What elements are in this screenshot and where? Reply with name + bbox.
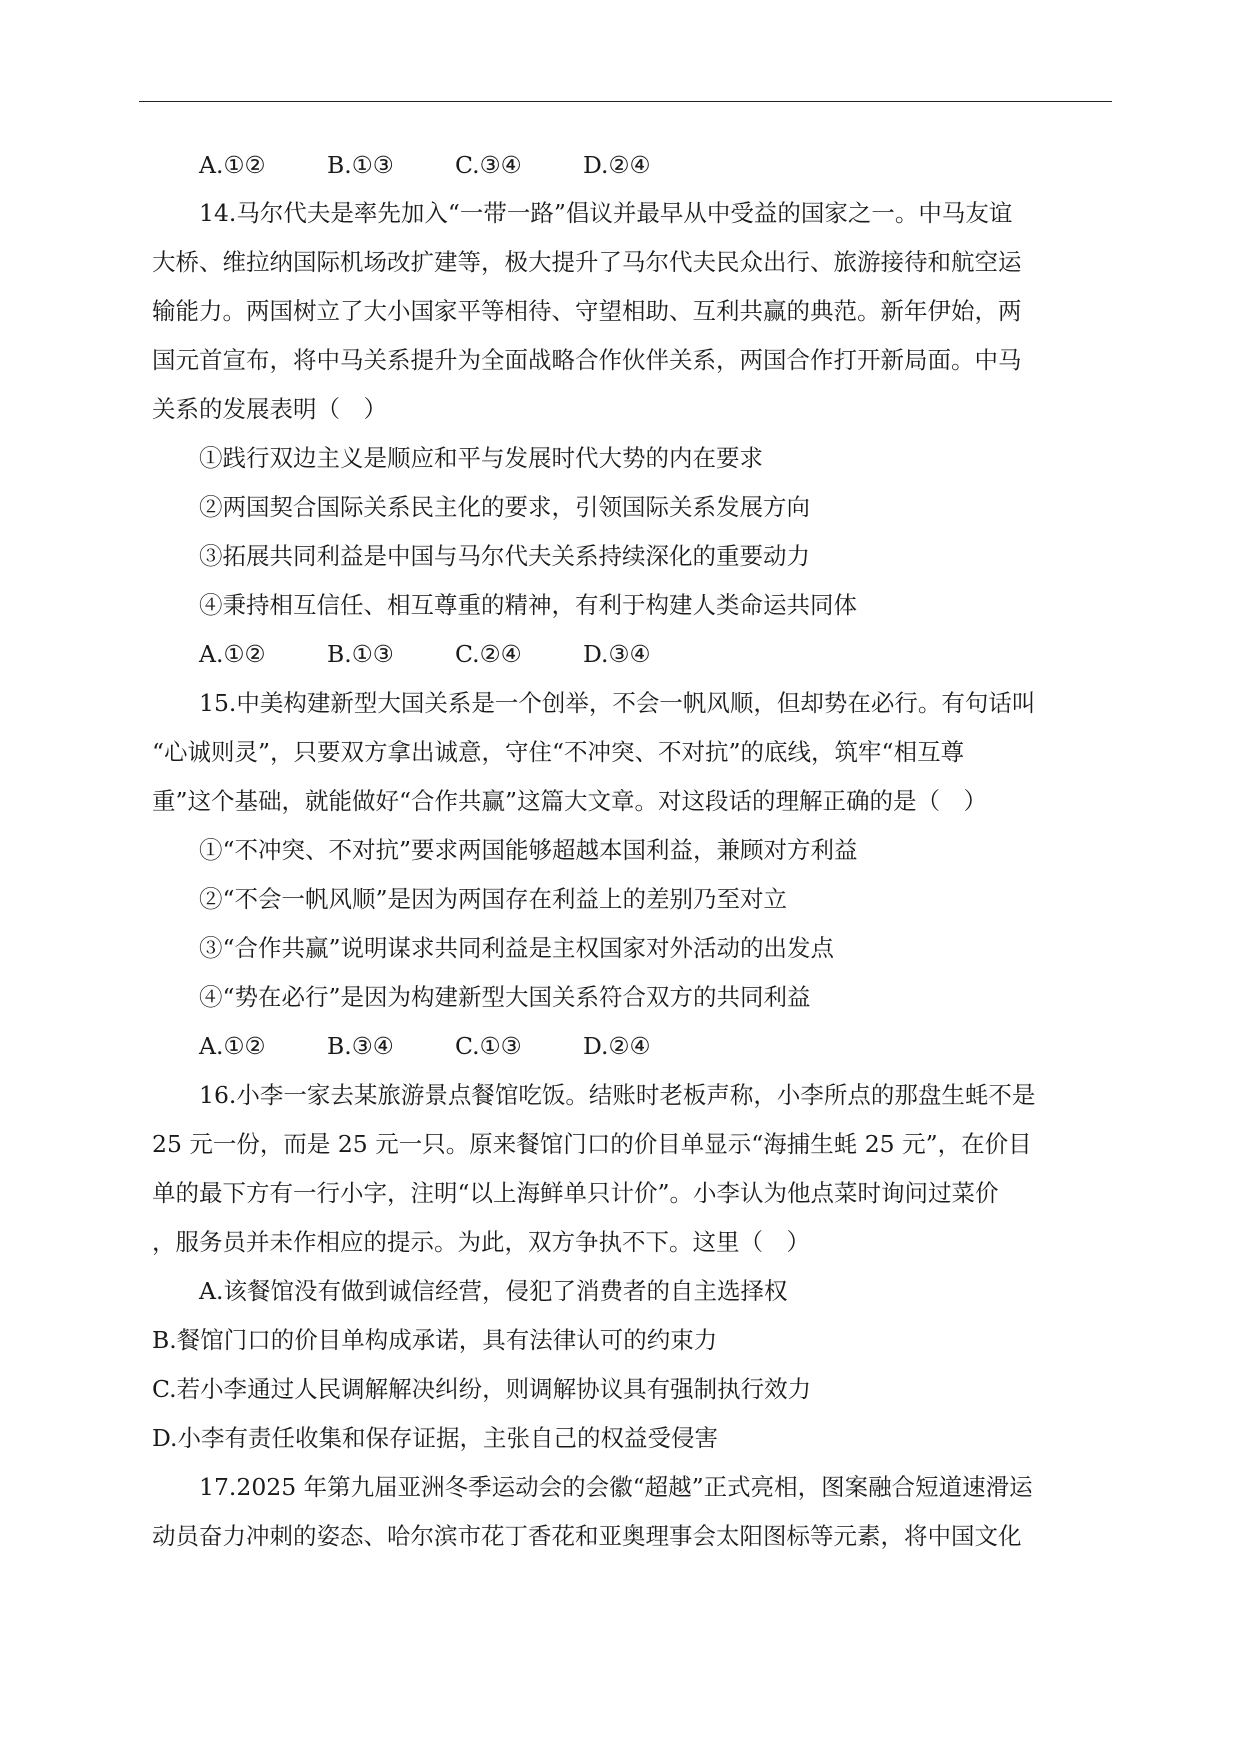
q14-stem-line: 关系的发展表明（ ） xyxy=(152,395,387,423)
q14-statement-4: ④秉持相互信任、相互尊重的精神，有利于构建人类命运共同体 xyxy=(199,591,857,619)
option-a: A.①② xyxy=(199,151,266,179)
q17-stem-line: 动员奋力冲刺的姿态、哈尔滨市花丁香花和亚奥理事会太阳图标等元素，将中国文化 xyxy=(152,1522,1022,1550)
q16-stem-line: ，服务员并未作相应的提示。为此，双方争执不下。这里（ ） xyxy=(152,1228,810,1256)
q16-stem-line: 25 元一份，而是 25 元一只。原来餐馆门口的价目单显示“海捕生蚝 25 元”，在价目 xyxy=(152,1130,1032,1158)
option-c: C.③④ xyxy=(455,151,522,179)
option-d: D.②④ xyxy=(583,151,651,179)
q14-stem-line: 14.马尔代夫是率先加入“一带一路”倡议并最早从中受益的国家之一。中马友谊 xyxy=(199,199,1013,227)
header-rule xyxy=(139,101,1112,102)
q14-statement-3: ③拓展共同利益是中国与马尔代夫关系持续深化的重要动力 xyxy=(199,542,810,570)
option-b: B.①③ xyxy=(327,151,394,179)
q16-stem-line: 单的最下方有一行小字，注明“以上海鲜单只计价”。小李认为他点菜时询问过菜价 xyxy=(152,1179,999,1207)
q16-stem-line: 16.小李一家去某旅游景点餐馆吃饭。结账时老板声称，小李所点的那盘生蚝不是 xyxy=(199,1081,1036,1109)
q15-stem-line: 15.中美构建新型大国关系是一个创举，不会一帆风顺，但却势在必行。有句话叫 xyxy=(199,689,1036,717)
q13-options xyxy=(152,141,1102,190)
q15-statement-3: ③“合作共赢”说明谋求共同利益是主权国家对外活动的出发点 xyxy=(199,934,835,962)
q14-stem-line: 国元首宣布，将中马关系提升为全面战略合作伙伴关系，两国合作打开新局面。中马 xyxy=(152,346,1022,374)
q16-option-b: B.餐馆门口的价目单构成承诺，具有法律认可的约束力 xyxy=(152,1326,718,1354)
q17-stem-line: 17.2025 年第九届亚洲冬季运动会的会徽“超越”正式亮相，图案融合短道速滑运 xyxy=(199,1473,1033,1501)
option-c: C.②④ xyxy=(455,640,522,668)
q14-stem-line: 大桥、维拉纳国际机场改扩建等，极大提升了马尔代夫民众出行、旅游接待和航空运 xyxy=(152,248,1022,276)
question-13-tail xyxy=(152,141,1102,190)
q15-statement-2: ②“不会一帆风顺”是因为两国存在利益上的差别乃至对立 xyxy=(199,885,788,913)
q16-option-d: D.小李有责任收集和保存证据，主张自己的权益受侵害 xyxy=(152,1424,718,1452)
option-d: D.③④ xyxy=(583,640,651,668)
q16-option-c: C.若小李通过人民调解解决纠纷，则调解协议具有强制执行效力 xyxy=(152,1375,812,1403)
q15-statement-1: ①“不冲突、不对抗”要求两国能够超越本国利益，兼顾对方利益 xyxy=(199,836,858,864)
option-a: A.①② xyxy=(199,640,266,668)
question-14 xyxy=(152,189,1102,1561)
q14-options xyxy=(152,630,1102,679)
q14-statement-2: ②两国契合国际关系民主化的要求，引领国际关系发展方向 xyxy=(199,493,810,521)
option-b: B.③④ xyxy=(327,1032,394,1060)
q14-statement-1: ①践行双边主义是顺应和平与发展时代大势的内在要求 xyxy=(199,444,763,472)
q15-stem-line: 重”这个基础，就能做好“合作共赢”这篇大文章。对这段话的理解正确的是（ ） xyxy=(152,787,988,815)
q15-stem-line: “心诚则灵”，只要双方拿出诚意，守住“不冲突、不对抗”的底线，筑牢“相互尊 xyxy=(152,738,965,766)
option-b: B.①③ xyxy=(327,640,394,668)
option-d: D.②④ xyxy=(583,1032,651,1060)
option-c: C.①③ xyxy=(455,1032,522,1060)
q15-options xyxy=(152,1022,1102,1071)
q16-option-a: A.该餐馆没有做到诚信经营，侵犯了消费者的自主选择权 xyxy=(199,1277,788,1305)
q14-stem-line: 输能力。两国树立了大小国家平等相待、守望相助、互利共赢的典范。新年伊始，两 xyxy=(152,297,1022,325)
q15-statement-4: ④“势在必行”是因为构建新型大国关系符合双方的共同利益 xyxy=(199,983,811,1011)
option-a: A.①② xyxy=(199,1032,266,1060)
